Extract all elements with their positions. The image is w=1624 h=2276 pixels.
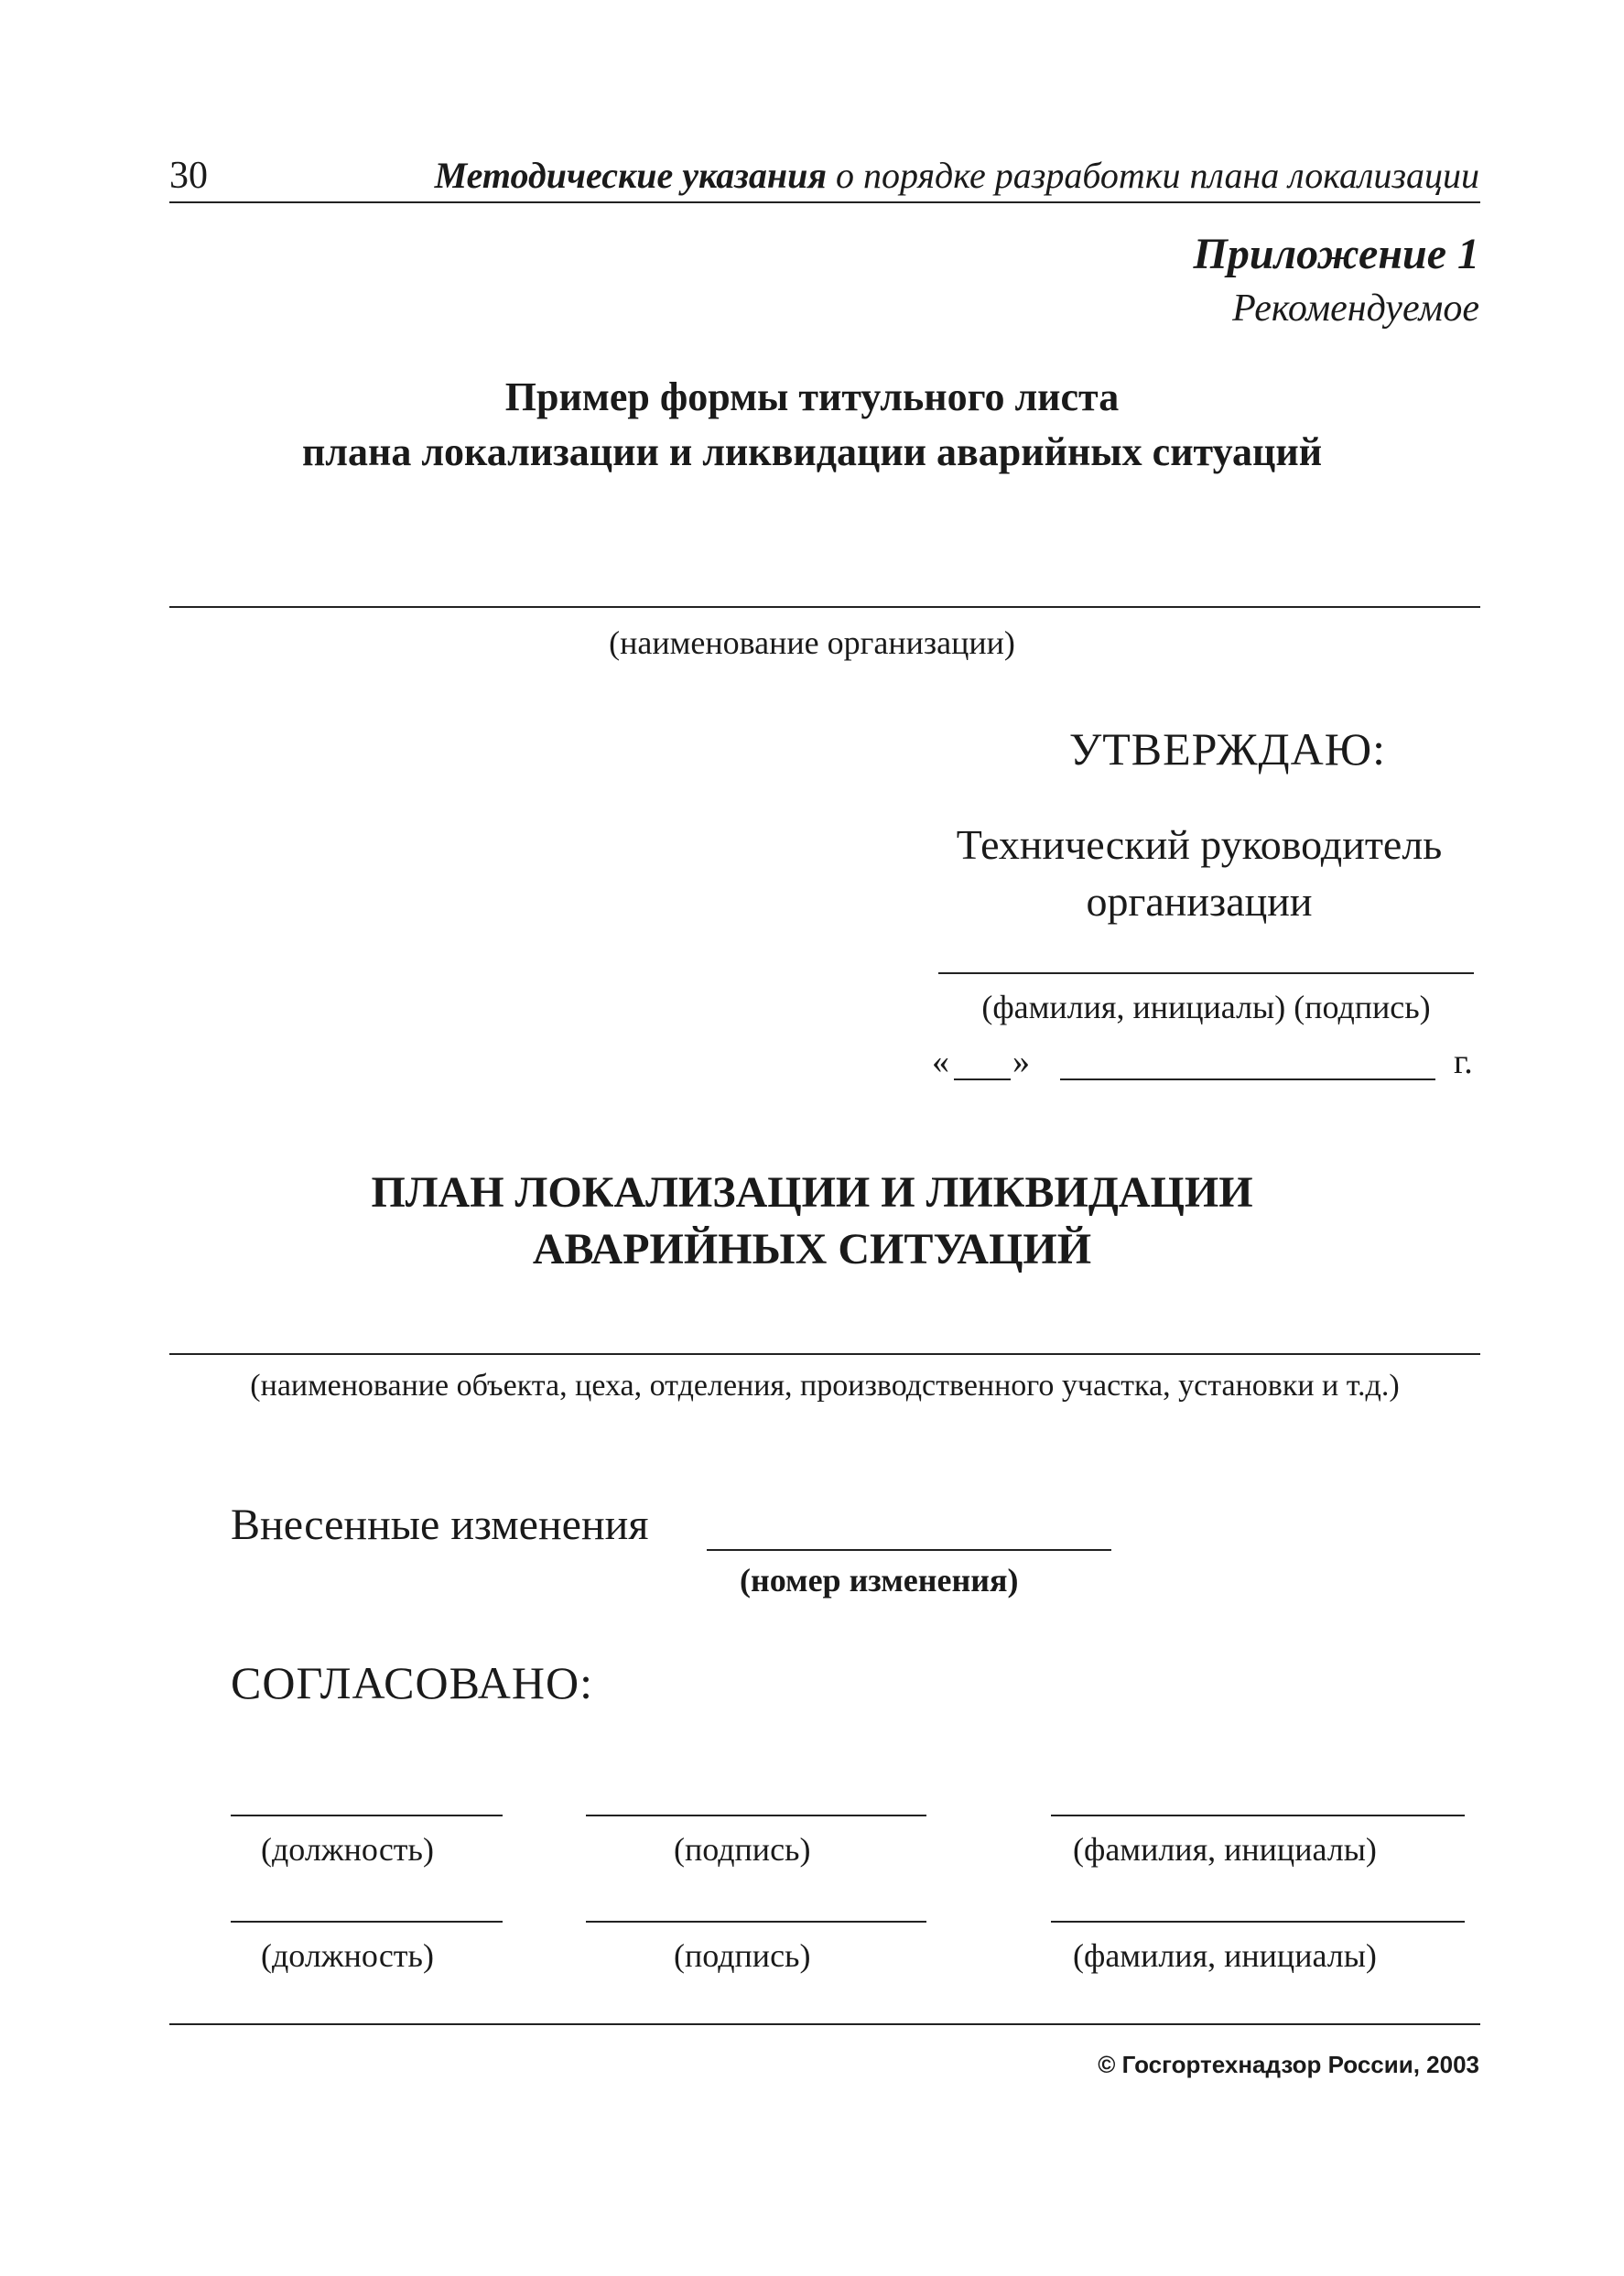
approval-signature-caption: (фамилия, инициалы) (подпись): [981, 989, 1431, 1025]
agreed-row2-name-line: [1051, 1921, 1465, 1923]
approval-signature-line: [938, 972, 1474, 974]
agreed-row2-position-line: [231, 1921, 503, 1923]
agreed-row1-name-caption: (фамилия, инициалы): [1073, 1831, 1377, 1868]
header-rule: [169, 201, 1480, 203]
plan-title-line2: АВАРИЙНЫХ СИТУАЦИЙ: [532, 1225, 1092, 1273]
approval-position-line2: организации: [1086, 878, 1313, 925]
plan-title: [0, 1165, 1624, 1278]
agreed-heading: СОГЛАСОВАНО:: [231, 1657, 594, 1708]
object-line: [169, 1353, 1480, 1355]
date-close-quote: »: [1012, 1043, 1030, 1081]
approval-heading: УТВЕРЖДАЮ:: [1068, 723, 1386, 775]
agreed-row1-position-caption: (должность): [261, 1831, 434, 1868]
agreed-row1-position-line: [231, 1815, 503, 1816]
agreed-row2-position-caption: (должность): [261, 1937, 434, 1974]
approval-position-line1: Технический руководитель: [956, 821, 1443, 868]
page-title-line1: Пример формы титульного листа: [504, 374, 1120, 419]
copyright-notice: © Госгортехнадзор России, 2003: [1098, 2051, 1479, 2078]
page-number: 30: [169, 155, 208, 197]
organization-caption: (наименование организации): [609, 624, 1015, 661]
running-title-rest: о порядке разработки плана локализации: [826, 155, 1479, 196]
page-title: [0, 370, 1624, 480]
changes-label: Внесенные изменения: [231, 1501, 649, 1549]
changes-caption: (номер изменения): [740, 1562, 1019, 1599]
date-day-line: [954, 1078, 1011, 1080]
running-title: [435, 154, 1479, 198]
agreed-row2-name-caption: (фамилия, инициалы): [1073, 1937, 1377, 1974]
agreed-row1-signature-line: [586, 1815, 926, 1816]
changes-number-line: [707, 1549, 1111, 1551]
agreed-row1-signature-caption: (подпись): [674, 1831, 811, 1868]
footer-rule: [169, 2023, 1480, 2025]
agreed-row1-name-line: [1051, 1815, 1465, 1816]
appendix-status: Рекомендуемое: [1232, 287, 1479, 330]
agreed-row2-signature-line: [586, 1921, 926, 1923]
plan-title-line1: ПЛАН ЛОКАЛИЗАЦИИ И ЛИКВИДАЦИИ: [371, 1168, 1253, 1217]
approval-position: [925, 817, 1474, 930]
date-open-quote: «: [932, 1043, 949, 1081]
page-title-line2: плана локализации и ликвидации аварийных ситуаций: [301, 429, 1323, 474]
running-title-bold: Методические указания: [434, 155, 827, 196]
organization-line: [169, 606, 1480, 608]
date-year-suffix: г.: [1454, 1043, 1473, 1081]
agreed-row2-signature-caption: (подпись): [674, 1937, 811, 1974]
object-caption: (наименование объекта, цеха, отделения, производственного участка, установки и т.д.): [250, 1369, 1400, 1403]
date-month-line: [1060, 1078, 1435, 1080]
appendix-label: Приложение 1: [1193, 230, 1479, 278]
